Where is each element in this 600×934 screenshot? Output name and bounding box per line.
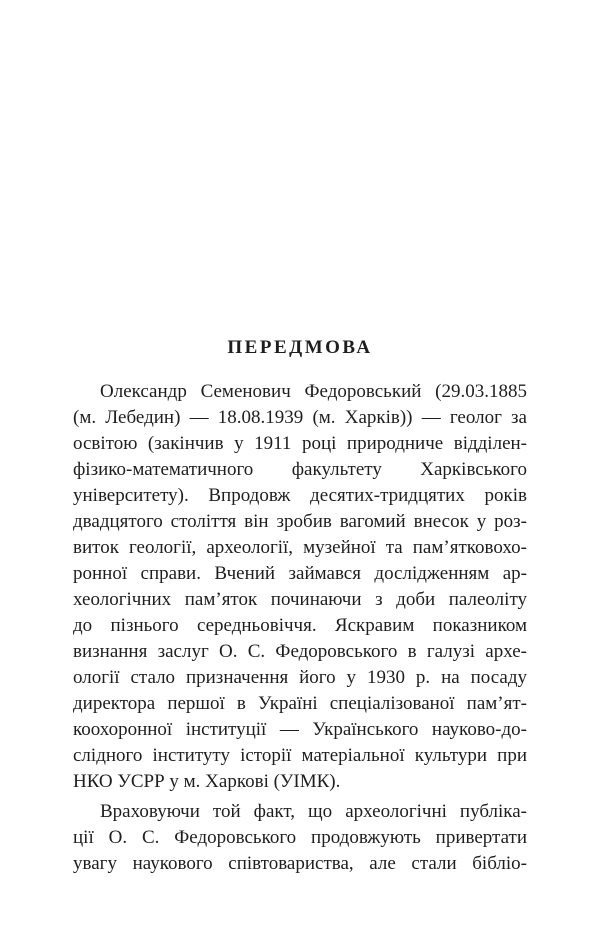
paragraph-line: НКО УСРР у м. Харкові (УІМК). <box>73 771 341 792</box>
page-heading: ПЕРЕДМОВА <box>227 337 373 358</box>
paragraph-line: коохоронної інституції — Українського науково-до- <box>73 719 527 740</box>
paragraph-line: Враховуючи той факт, що археологічні публіка- <box>100 801 527 822</box>
paragraph-line: двадцятого століття він зробив вагомий внесок у роз- <box>73 511 527 532</box>
paragraph-line: Олександр Семенович Федоровський (29.03.1885 <box>100 381 527 402</box>
paragraph-line: ронної справи. Вчений займався дослідженням ар- <box>73 563 527 584</box>
paragraph-line: університету). Впродовж десятих-тридцятих років <box>73 485 527 506</box>
paragraph-line: ції О. С. Федоровського продовжують привертати <box>73 827 527 848</box>
paragraph-line: визнання заслуг О. С. Федоровського в галузі архе- <box>73 641 527 662</box>
paragraph-line: фізико-математичного факультету Харківського <box>73 459 527 480</box>
paragraph-line: до пізнього середньовіччя. Яскравим показником <box>73 615 527 636</box>
paragraph-line: хеологічних пам’яток починаючи з доби палеоліту <box>73 589 527 610</box>
paragraph-line: увагу наукового співтовариства, але стали бібліо- <box>73 853 527 874</box>
paragraph-line: ології стало призначення його у 1930 р. на посаду <box>73 667 527 688</box>
paragraph-line: директора першої в Україні спеціалізованої пам’ят- <box>73 693 527 714</box>
paragraph-line: слідного інституту історії матеріальної культури при <box>73 745 527 766</box>
paragraph-line: освітою (закінчив у 1911 році природниче відділен- <box>73 433 527 454</box>
paragraph-line: виток геології, археології, музейної та пам’ятковохо- <box>73 537 527 558</box>
paragraph-line: (м. Лебедин) — 18.08.1939 (м. Харків)) — геолог за <box>73 407 527 428</box>
